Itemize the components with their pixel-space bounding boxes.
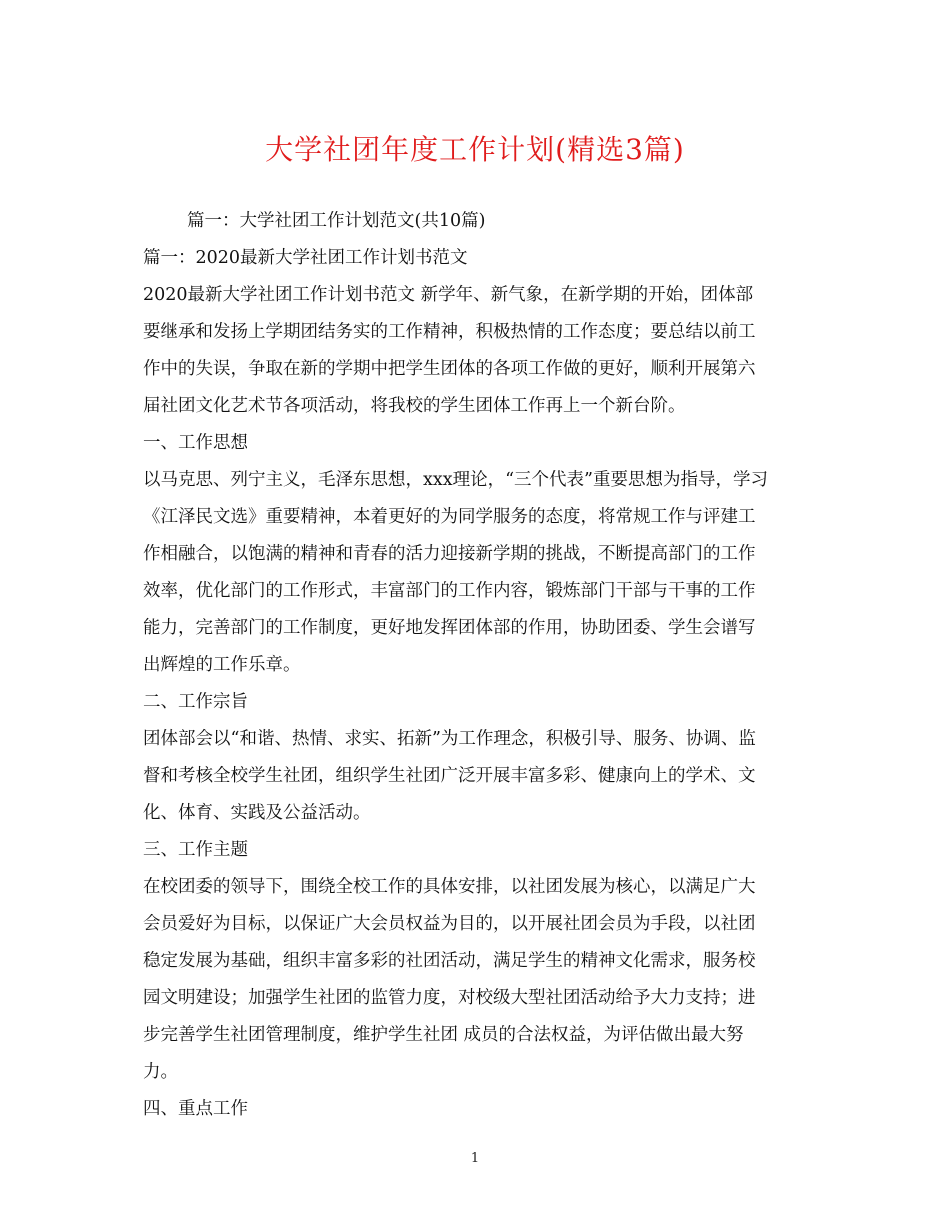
paragraph-line: 作中的失误，争取在新的学期中把学生团体的各项工作做的更好，顺利开展第六 [143,359,756,379]
section-heading: 四、重点工作 [143,1099,248,1119]
paragraph-line: 2020最新大学社团工作计划书范文 新学年、新气象，在新学期的开始，团体部 [143,285,754,305]
paragraph-line: 作相融合，以饱满的精神和青春的活力迎接新学期的挑战，不断提高部门的工作 [143,544,756,564]
paragraph-line: 效率，优化部门的工作形式，丰富部门的工作内容，锻炼部门干部与干事的工作 [143,581,756,601]
document-body [143,203,818,1128]
section-heading: 二、工作宗旨 [143,692,248,712]
paragraph-line: 力。 [143,1062,178,1082]
paragraph-line: 化、体育、实践及公益活动。 [143,803,371,823]
paragraph-line: 步完善学生社团管理制度，维护学生社团 成员的合法权益，为评估做出最大努 [143,1025,744,1045]
paragraph-line: 能力，完善部门的工作制度，更好地发挥团体部的作用，协助团委、学生会谱写 [143,618,756,638]
paragraph-line: 《江泽民文选》重要精神，本着更好的为同学服务的态度，将常规工作与评建工 [143,507,756,527]
paragraph-line: 会员爱好为目标，以保证广大会员权益为目的，以开展社团会员为手段，以社团 [143,914,756,934]
paragraph-line: 以马克思、列宁主义，毛泽东思想，xxx理论，“三个代表”重要思想为指导，学习 [143,470,768,490]
paragraph-line: 园文明建设；加强学生社团的监管力度，对校级大型社团活动给予大力支持；进 [143,988,756,1008]
paragraph-line: 团体部会以“和谐、热情、求实、拓新”为工作理念，积极引导、服务、协调、监 [143,729,756,749]
page-number: 1 [470,1151,480,1166]
paragraph-line: 出辉煌的工作乐章。 [143,655,301,675]
paragraph-line: 督和考核全校学生社团，组织学生社团广泛开展丰富多彩、健康向上的学术、文 [143,766,756,786]
document-title: 大学社团年度工作计划(精选3篇) [265,133,685,166]
paragraph-line: 篇一：大学社团工作计划范文(共10篇) [187,211,486,231]
paragraph-line: 届社团文化艺术节各项活动，将我校的学生团体工作再上一个新台阶。 [143,396,686,416]
section-heading: 三、工作主题 [143,840,248,860]
paragraph-line: 稳定发展为基础，组织丰富多彩的社团活动，满足学生的精神文化需求，服务校 [143,951,756,971]
paragraph-line: 篇一：2020最新大学社团工作计划书范文 [143,248,468,268]
paragraph-line: 在校团委的领导下，围绕全校工作的具体安排，以社团发展为核心，以满足广大 [143,877,756,897]
section-heading: 一、工作思想 [143,433,248,453]
paragraph-line: 要继承和发扬上学期团结务实的工作精神，积极热情的工作态度；要总结以前工 [143,322,756,342]
